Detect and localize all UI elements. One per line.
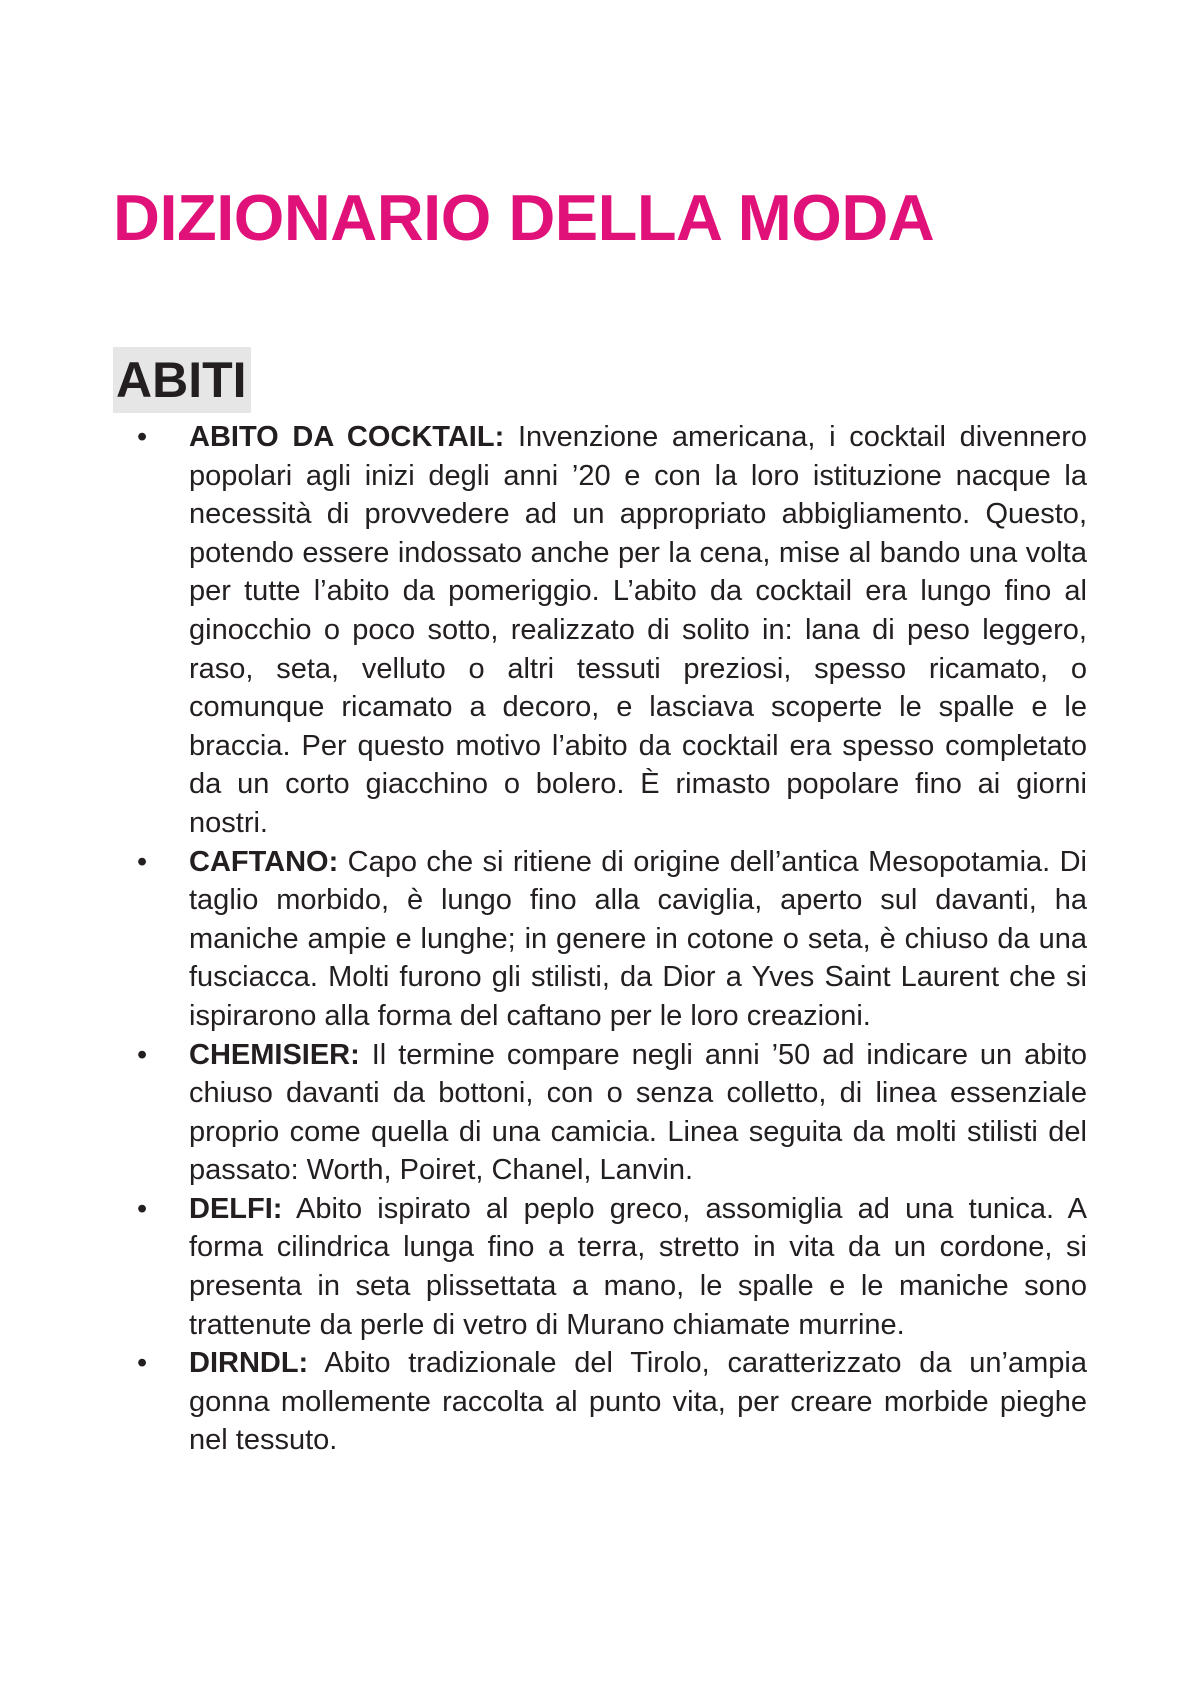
entry-definition: Abito tradizionale del Tirolo, caratterizzato da un’ampia gonna mollemente raccolta al punto vita, per creare morbide pieghe nel tessuto. — [189, 1347, 1087, 1457]
bullet-icon: • — [137, 1347, 148, 1380]
entry-text — [189, 1190, 1087, 1344]
page-title: DIZIONARIO DELLA MODA — [113, 181, 935, 254]
entry-text — [189, 1344, 1087, 1460]
list-item-delfi — [137, 1190, 1087, 1344]
bullet-icon: • — [137, 421, 148, 453]
bullet-icon: • — [137, 845, 148, 878]
entry-list — [137, 418, 1087, 1460]
bullet-icon: • — [137, 1192, 148, 1225]
entry-term: ABITO DA COCKTAIL: — [189, 421, 505, 453]
entry-definition: Abito ispirato al peplo greco, assomiglia ad una tunica. A forma cilindrica lunga fino a terra, stretto in vita da un cordone, si presenta in seta plissettata a mano, le spalle e le maniche sono trattenute da perle di vetro di Murano chiamate murrine. — [189, 1192, 1087, 1341]
entry-term: DIRNDL: — [189, 1347, 309, 1380]
list-item-caftano — [137, 843, 1087, 1036]
list-item-dirndl — [137, 1344, 1087, 1460]
list-item-abito-da-cocktail — [137, 418, 1087, 843]
entry-term: CHEMISIER: — [189, 1038, 360, 1071]
entry-definition: Invenzione americana, i cocktail divennero popolari agli inizi degli anni ’20 e con la loro istituzione nacque la necessità di provvedere ad un appropriato abbigliamento. Questo, potendo essere indossato anche per la cena, mise al bando una volta per tutte l’abito da pomeriggio. L’abito da cocktail era lungo fino al ginocchio o poco sotto, realizzato di solito in: lana di peso leggero, raso, seta, velluto o altri tessuti preziosi, spesso ricamato, o comunque ricamato a decoro, e lasciava scoperte le spalle e le braccia. Per questo motivo l’abito da cocktail era spesso completato da un corto giacchino o bolero. È rimasto popolare fino ai giorni nostri. — [189, 421, 1088, 839]
entry-text — [189, 1036, 1087, 1190]
entry-text — [189, 843, 1087, 1036]
entry-definition: Capo che si ritiene di origine dell’antica Mesopotamia. Di taglio morbido, è lungo fino alla caviglia, aperto sul davanti, ha maniche ampie e lunghe; in genere in cotone o seta, è chiuso da una fusciacca. Molti furono gli stilisti, da Dior a Yves Saint Laurent che si ispirarono alla forma del caftano per le loro creazioni. — [189, 845, 1087, 1032]
list-item-chemisier — [137, 1036, 1087, 1190]
entry-term: CAFTANO: — [189, 845, 339, 878]
section-heading-abiti: ABITI — [113, 347, 251, 413]
entry-text — [189, 418, 1087, 843]
entry-definition: Il termine compare negli anni ’50 ad indicare un abito chiuso davanti da bottoni, con o senza colletto, di linea essenziale proprio come quella di una camicia. Linea seguita da molti stilisti del passato: Worth, Poiret, Chanel, Lanvin. — [189, 1038, 1088, 1187]
bullet-icon: • — [137, 1038, 148, 1071]
entry-term: DELFI: — [189, 1192, 283, 1225]
